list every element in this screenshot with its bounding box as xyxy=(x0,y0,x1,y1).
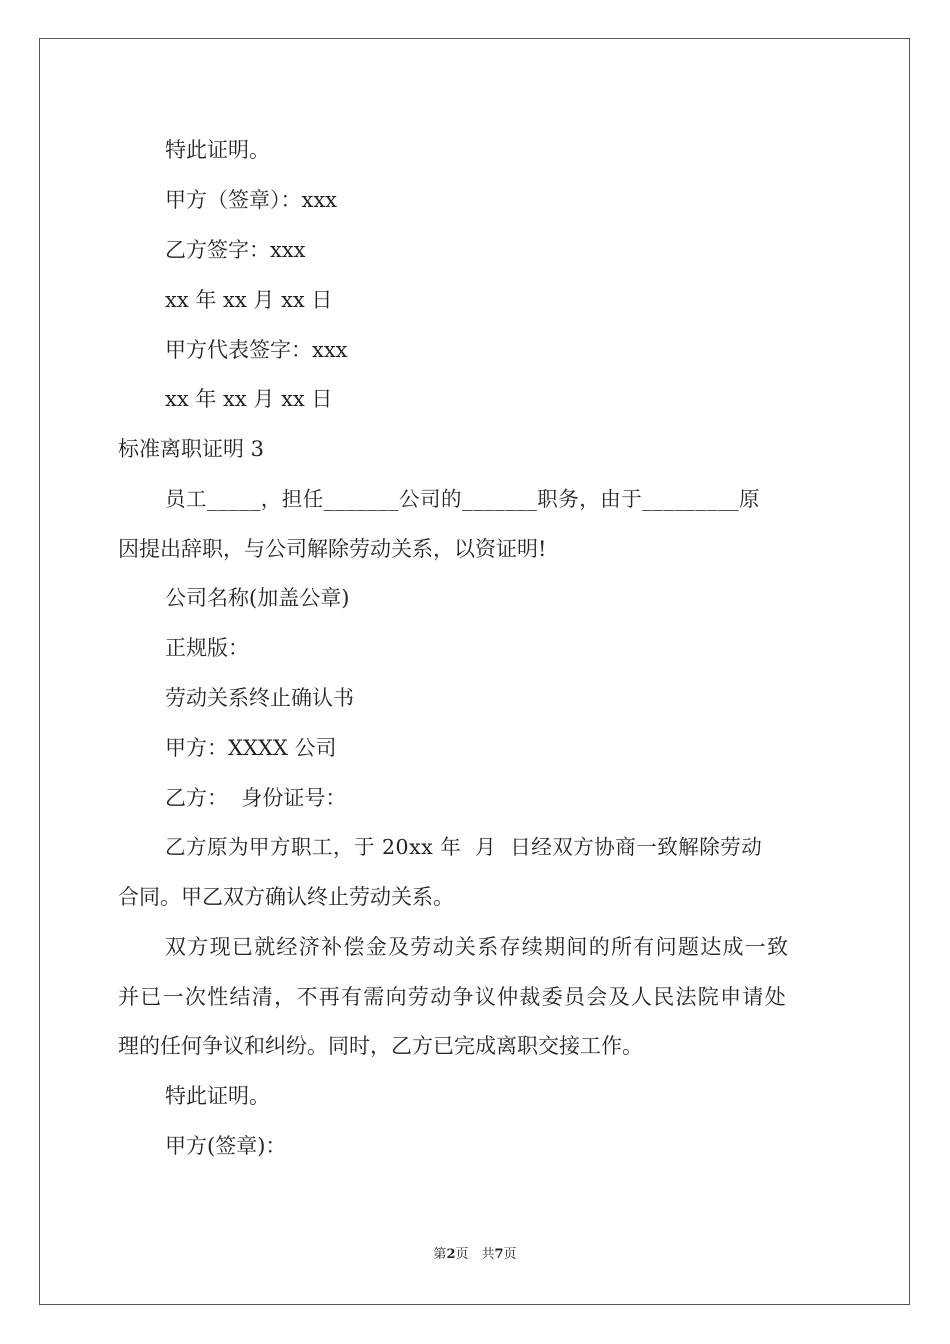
text-line: xx 年 xx 月 xx 日 xyxy=(165,387,333,411)
footer-mid: 页 共 xyxy=(455,1247,495,1262)
text-line: 特此证明。 xyxy=(165,1084,270,1108)
text-line: 合同。甲乙双方确认终止劳动关系。 xyxy=(118,885,454,909)
text-line: 正规版： xyxy=(165,636,249,660)
text-line: 乙方签字：xxx xyxy=(165,238,306,262)
text-line: 乙方原为甲方职工，于 20xx 年 月 日经双方协商一致解除劳动 xyxy=(165,835,763,859)
text-line: 甲方：XXXX 公司 xyxy=(165,736,337,760)
text-line: 甲方代表签字：xxx xyxy=(165,338,348,362)
current-page-number: 2 xyxy=(446,1247,456,1262)
text-line: 劳动关系终止确认书 xyxy=(165,686,354,710)
text-line: 理的任何争议和纠纷。同时，乙方已完成离职交接工作。 xyxy=(118,1034,643,1058)
text-line: 员工_____，担任_______公司的_______职务，由于_________原 xyxy=(165,487,760,511)
text-line: 甲方(签章)： xyxy=(165,1134,287,1158)
text-line: 甲方（签章）：xxx xyxy=(165,188,338,212)
section-heading: 标准离职证明 3 xyxy=(118,437,265,461)
text-line: 乙方： 身份证号： xyxy=(165,786,347,810)
text-line: 公司名称(加盖公章) xyxy=(165,586,350,610)
text-line: xx 年 xx 月 xx 日 xyxy=(165,288,333,312)
footer-suffix: 页 xyxy=(503,1247,517,1262)
total-page-number: 7 xyxy=(494,1247,504,1262)
text-line: 并已一次性结清，不再有需向劳动争议仲裁委员会及人民法院申请处 xyxy=(118,985,787,1009)
page-footer xyxy=(0,1246,950,1264)
text-line: 因提出辞职，与公司解除劳动关系，以资证明! xyxy=(118,537,547,561)
page-border xyxy=(39,38,910,1305)
text-line: 特此证明。 xyxy=(165,138,270,162)
text-line: 双方现已就经济补偿金及劳动关系存续期间的所有问题达成一致 xyxy=(165,935,790,959)
footer-prefix: 第 xyxy=(433,1247,447,1262)
